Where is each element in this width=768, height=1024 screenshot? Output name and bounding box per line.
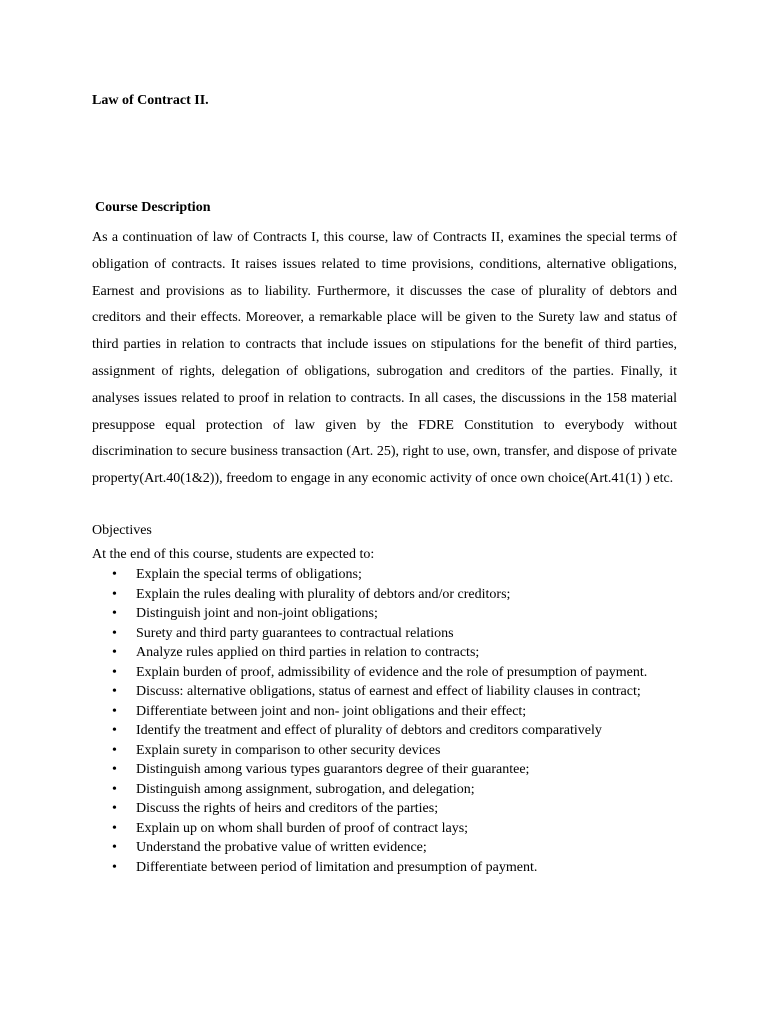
objective-text: Explain the special terms of obligations; <box>136 567 362 582</box>
objective-item <box>112 742 677 759</box>
objective-item <box>112 703 677 720</box>
objective-item <box>112 800 677 817</box>
objective-item <box>112 566 677 583</box>
objective-item <box>112 839 677 856</box>
bullet-icon: • <box>112 723 117 738</box>
objective-text: Discuss the rights of heirs and creditors of the parties; <box>136 801 439 816</box>
objectives-list <box>112 566 677 878</box>
bullet-icon: • <box>112 567 117 582</box>
objective-item <box>112 605 677 622</box>
bullet-icon: • <box>112 664 117 680</box>
bullet-icon: • <box>112 645 117 660</box>
objective-text: Discuss: alternative obligations, status of earnest and effect of liability clauses in contract; <box>136 684 641 699</box>
bullet-icon: • <box>112 781 117 797</box>
objective-text: Identify the treatment and effect of plurality of debtors and creditors comparatively <box>136 723 602 738</box>
objective-item <box>112 781 677 798</box>
objective-text: Distinguish among various types guarantors degree of their guarantee; <box>136 762 530 777</box>
objective-item <box>112 722 677 739</box>
objective-item <box>112 859 677 876</box>
objectives-heading: Objectives <box>92 523 152 538</box>
bullet-icon: • <box>112 625 117 641</box>
objectives-intro: At the end of this course, students are expected to: <box>92 547 375 562</box>
objective-text: Differentiate between period of limitation and presumption of payment. <box>136 859 538 875</box>
objective-text: Differentiate between joint and non- joint obligations and their effect; <box>136 703 527 719</box>
objective-text: Explain surety in comparison to other security devices <box>136 742 441 758</box>
bullet-icon: • <box>112 606 117 621</box>
objective-text: Analyze rules applied on third parties in relation to contracts; <box>136 645 480 660</box>
objective-item <box>112 644 677 661</box>
objective-text: Surety and third party guarantees to contractual relations <box>136 625 454 641</box>
bullet-icon: • <box>112 586 117 602</box>
objective-item <box>112 625 677 642</box>
objective-item <box>112 664 677 681</box>
objective-item <box>112 586 677 603</box>
objective-text: Understand the probative value of written evidence; <box>136 840 427 855</box>
objective-item <box>112 683 677 700</box>
bullet-icon: • <box>112 801 117 816</box>
course-description-heading: Course Description <box>95 200 211 215</box>
course-description-paragraph: As a continuation of law of Contracts I, this course, law of Contracts II, examines the special terms of obligation of contracts. It raises issues related to time provisions, conditions, alternative obligations, Earnest and provisions as to liability. Furthermore, it discusses the case of plurality of debtors and creditors and their effects. Moreover, a remarkable place will be given to the Surety law and status of third parties in relation to contracts that include issues on stipulations for the benefit of third parties, assignment of rights, delegation of obligations, subrogation and creditors of the parties. Finally, it analyses issues related to proof in relation to contracts. In all cases, the discussions in the 158 material presuppose equal protection of law given by the FDRE Constitution to everybody without discrimination to secure business transaction (Art. 25), right to use, own, transfer, and dispose of private property(Art.40(1&2)), freedom to engage in any economic activity of once own choice(Art.41(1) ) etc. <box>92 230 677 487</box>
objective-item <box>112 761 677 778</box>
objective-item <box>112 820 677 837</box>
bullet-icon: • <box>112 840 117 855</box>
bullet-icon: • <box>112 859 117 875</box>
objective-text: Explain the rules dealing with plurality of debtors and/or creditors; <box>136 586 511 602</box>
objective-text: Distinguish joint and non-joint obligations; <box>136 606 378 621</box>
objective-text: Explain burden of proof, admissibility of evidence and the role of presumption of payment. <box>136 664 648 680</box>
document-title: Law of Contract II. <box>92 93 209 108</box>
bullet-icon: • <box>112 703 117 719</box>
objective-text: Explain up on whom shall burden of proof of contract lays; <box>136 820 469 836</box>
bullet-icon: • <box>112 684 117 699</box>
bullet-icon: • <box>112 762 117 777</box>
objective-text: Distinguish among assignment, subrogation, and delegation; <box>136 781 475 797</box>
bullet-icon: • <box>112 820 117 836</box>
bullet-icon: • <box>112 742 117 758</box>
